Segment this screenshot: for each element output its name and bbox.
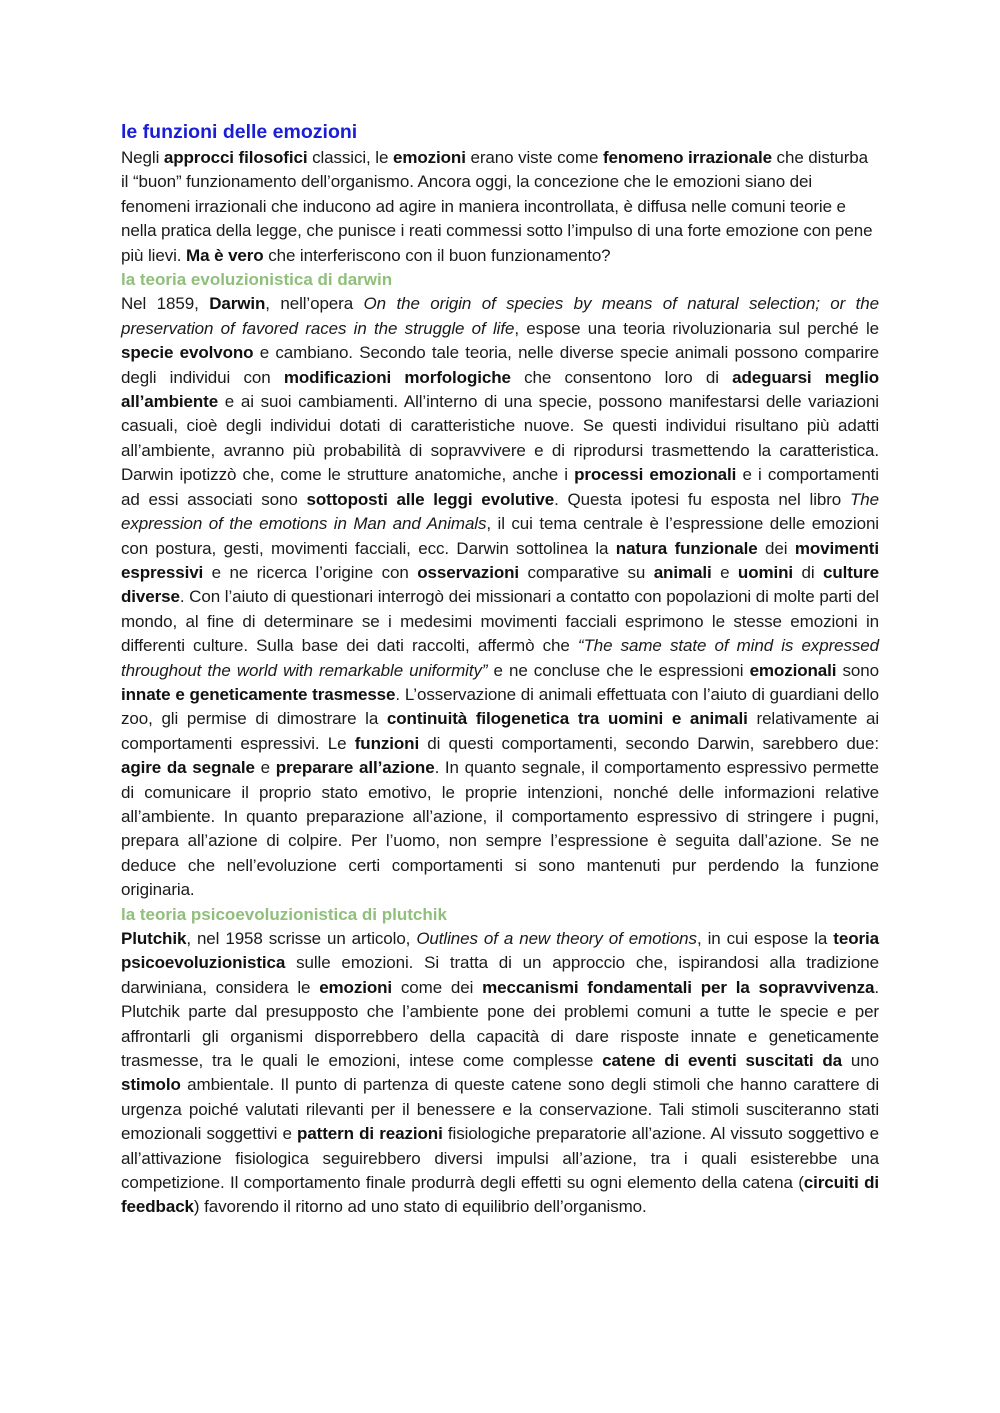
bold-text: emozioni bbox=[392, 148, 466, 167]
bold-text: natura funzionale bbox=[615, 538, 758, 558]
body-text: , nel 1958 scrisse un articolo, bbox=[186, 929, 417, 948]
bold-text: movimenti espressivi bbox=[121, 538, 879, 582]
body-text: che disturba il “buon” funzionamento dell’organismo. Ancora oggi, la concezione che le emozioni siano dei fenomeni irrazionali che inducono ad agire in maniera incontrollata, è diffusa nelle comuni teorie e nella pratica della legge, che punisce i reati commessi sotto l’impulso di una forte emozione con pene più lievi. bbox=[121, 148, 873, 265]
body-text: che interferiscono con il buon funzionamento? bbox=[263, 245, 611, 265]
bold-text: emozionali bbox=[749, 660, 837, 680]
body-text: e ne concluse che le espressioni bbox=[487, 660, 750, 680]
body-text: e bbox=[711, 562, 738, 582]
bold-text: osservazioni bbox=[417, 562, 520, 582]
body-text: e bbox=[254, 758, 276, 778]
body-text: e ne ricerca l’origine con bbox=[203, 562, 418, 582]
body-text: come dei bbox=[392, 977, 483, 997]
bold-text: pattern di reazioni bbox=[297, 1124, 443, 1144]
italic-text: The expression of the emotions in Man and Animals bbox=[121, 489, 879, 534]
body-text: . Con l’aiuto di questionari interrogò dei missionari a contatto con popolazioni di molte parti del mondo, al fine di determinare se i medesimi movimenti facciali esprimono le stesse emozioni in differenti culture. Sulla base dei dati raccolti, affermò che bbox=[121, 587, 879, 656]
body-text: , il cui tema centrale è l’espressione delle emozioni con postura, gesti, movimenti facciali, ecc. Darwin sottolinea la bbox=[121, 514, 879, 558]
bold-text: modificazioni morfologiche bbox=[283, 367, 511, 387]
italic-text: On the origin of species by means of natural selection; or the preservation of favored races in the struggle of life bbox=[121, 294, 879, 338]
body-text: , espose una teoria rivoluzionaria sul perché le bbox=[514, 318, 879, 338]
bold-text: innate e geneticamente trasmesse bbox=[121, 684, 396, 704]
body-text: , nell’opera bbox=[265, 294, 364, 314]
body-text: , in cui espose la bbox=[696, 929, 834, 948]
bold-text: approcci filosofici bbox=[163, 148, 308, 167]
body-text: comparative su bbox=[519, 562, 654, 582]
bold-text: animali bbox=[653, 562, 712, 582]
body-text: . In quanto segnale, il comportamento espressivo permette di comunicare il proprio stato emotivo, le proprie intenzioni, nonché delle informazioni relative all’ambiente. In quanto preparazione all’azione, il comportamento espressivo di stringere i pugni, prepara all’azione di colpire. Per l’uomo, non sempre l’espressione è seguita dall’azione. Se ne deduce che nell’evoluzione certi comportamenti si sono mantenuti pur perdendo la funzione originaria. bbox=[121, 758, 879, 900]
body-text: classici, le bbox=[307, 148, 393, 167]
bold-text: circuiti di feedback bbox=[121, 1173, 879, 1217]
intro-paragraph bbox=[121, 146, 879, 268]
body-text: relativamente ai comportamenti espressivi. Le bbox=[121, 709, 880, 753]
bold-text: fenomeno irrazionale bbox=[602, 148, 772, 167]
bold-text: catene di eventi suscitati da bbox=[602, 1051, 843, 1071]
bold-text: teoria psicoevoluzionistica bbox=[121, 929, 879, 973]
body-text: e cambiano. Secondo tale teoria, nelle diverse specie animali possono comparire degli individui con bbox=[121, 343, 879, 387]
body-text: fisiologiche preparatorie all’azione. Al vissuto soggettivo e all’attivazione fisiologica seguirebbero diversi impulsi all’azione, tra i quali esisterebbe una competizione. Il comportamento finale produrrà degli effetti su ogni elemento della catena ( bbox=[121, 1124, 879, 1193]
bold-text: culture diverse bbox=[121, 562, 879, 607]
section-heading-darwin: la teoria evoluzionistica di darwin bbox=[121, 270, 393, 290]
bold-text: adeguarsi meglio all’ambiente bbox=[121, 367, 879, 412]
bold-text: Ma è vero bbox=[186, 245, 264, 265]
bold-text: emozioni bbox=[319, 977, 393, 997]
bold-text: continuità filogenetica tra uomini e animali bbox=[386, 709, 748, 729]
bold-text: meccanismi fondamentali per la sopravvivenza bbox=[482, 977, 875, 997]
italic-text: “The same state of mind is expressed throughout the world with remarkable uniformity” bbox=[121, 636, 879, 680]
body-text: ambientale. Il punto di partenza di queste catene sono degli stimoli che hanno carattere di urgenza poiché valutati rilevanti per il benessere e la conservazione. Tali stimoli susciteranno stati emozionali soggettivi e bbox=[121, 1075, 879, 1144]
bold-text: specie evolvono bbox=[121, 343, 254, 363]
bold-text: sottoposti alle leggi evolutive bbox=[306, 489, 555, 509]
darwin-paragraph bbox=[121, 292, 879, 902]
bold-text: processi emozionali bbox=[574, 465, 737, 485]
body-text: che consentono loro di bbox=[510, 367, 733, 387]
bold-text: stimolo bbox=[121, 1075, 181, 1095]
body-text: dei bbox=[757, 538, 795, 558]
body-text: ) favorendo il ritorno ad uno stato di equilibrio dell’organismo. bbox=[193, 1197, 647, 1217]
italic-text: Outlines of a new theory of emotions bbox=[416, 929, 697, 948]
body-text: di questi comportamenti, secondo Darwin, sarebbero due: bbox=[419, 733, 880, 753]
bold-text: Darwin bbox=[209, 294, 266, 314]
body-text: sulle emozioni. Si tratta di un approccio che, ispirandosi alla tradizione darwiniana, considera le bbox=[121, 953, 879, 997]
section-heading-plutchik: la teoria psicoevoluzionistica di plutchik bbox=[121, 904, 447, 924]
body-text: e ai suoi cambiamenti. All’interno di una specie, possono manifestarsi delle variazioni casuali, cioè degli individui dotati di caratteristiche nuove. Se questi individui risultano più adatti all’ambiente, avranno più probabilità di sopravvivere e di riprodursi trasmettendo la caratteristica. Darwin ipotizzò che, come le strutture anatomiche, anche i bbox=[121, 392, 879, 485]
body-text: erano viste come bbox=[465, 148, 603, 167]
body-text: . Questa ipotesi fu esposta nel libro bbox=[554, 489, 850, 509]
body-text: e i comportamenti ad essi associati sono bbox=[121, 465, 879, 509]
plutchik-paragraph bbox=[121, 927, 879, 1220]
body-text: uno bbox=[842, 1051, 879, 1071]
bold-text: agire da segnale bbox=[121, 758, 255, 778]
body-text: di bbox=[793, 562, 824, 582]
bold-text: uomini bbox=[737, 562, 794, 582]
body-text: Nel 1859, bbox=[121, 294, 210, 314]
page-title: le funzioni delle emozioni bbox=[121, 121, 358, 143]
body-text: Negli bbox=[121, 148, 164, 167]
bold-text: Plutchik bbox=[121, 929, 187, 948]
document-page bbox=[121, 118, 879, 1220]
bold-text: funzioni bbox=[354, 733, 420, 753]
body-text: sono bbox=[836, 660, 879, 680]
body-text: . L’osservazione di animali effettuata con l’aiuto di guardiani dello zoo, gli permise di dimostrare la bbox=[121, 684, 879, 729]
bold-text: preparare all’azione bbox=[275, 758, 435, 778]
body-text: . Plutchik parte dal presupposto che l’ambiente pone dei problemi comuni a tutte le specie e per affrontarli gli organismi disporrebbero della capacità di dare risposte innate e geneticamente trasmesse, tra le quali le emozioni, intese come complesse bbox=[121, 977, 880, 1071]
